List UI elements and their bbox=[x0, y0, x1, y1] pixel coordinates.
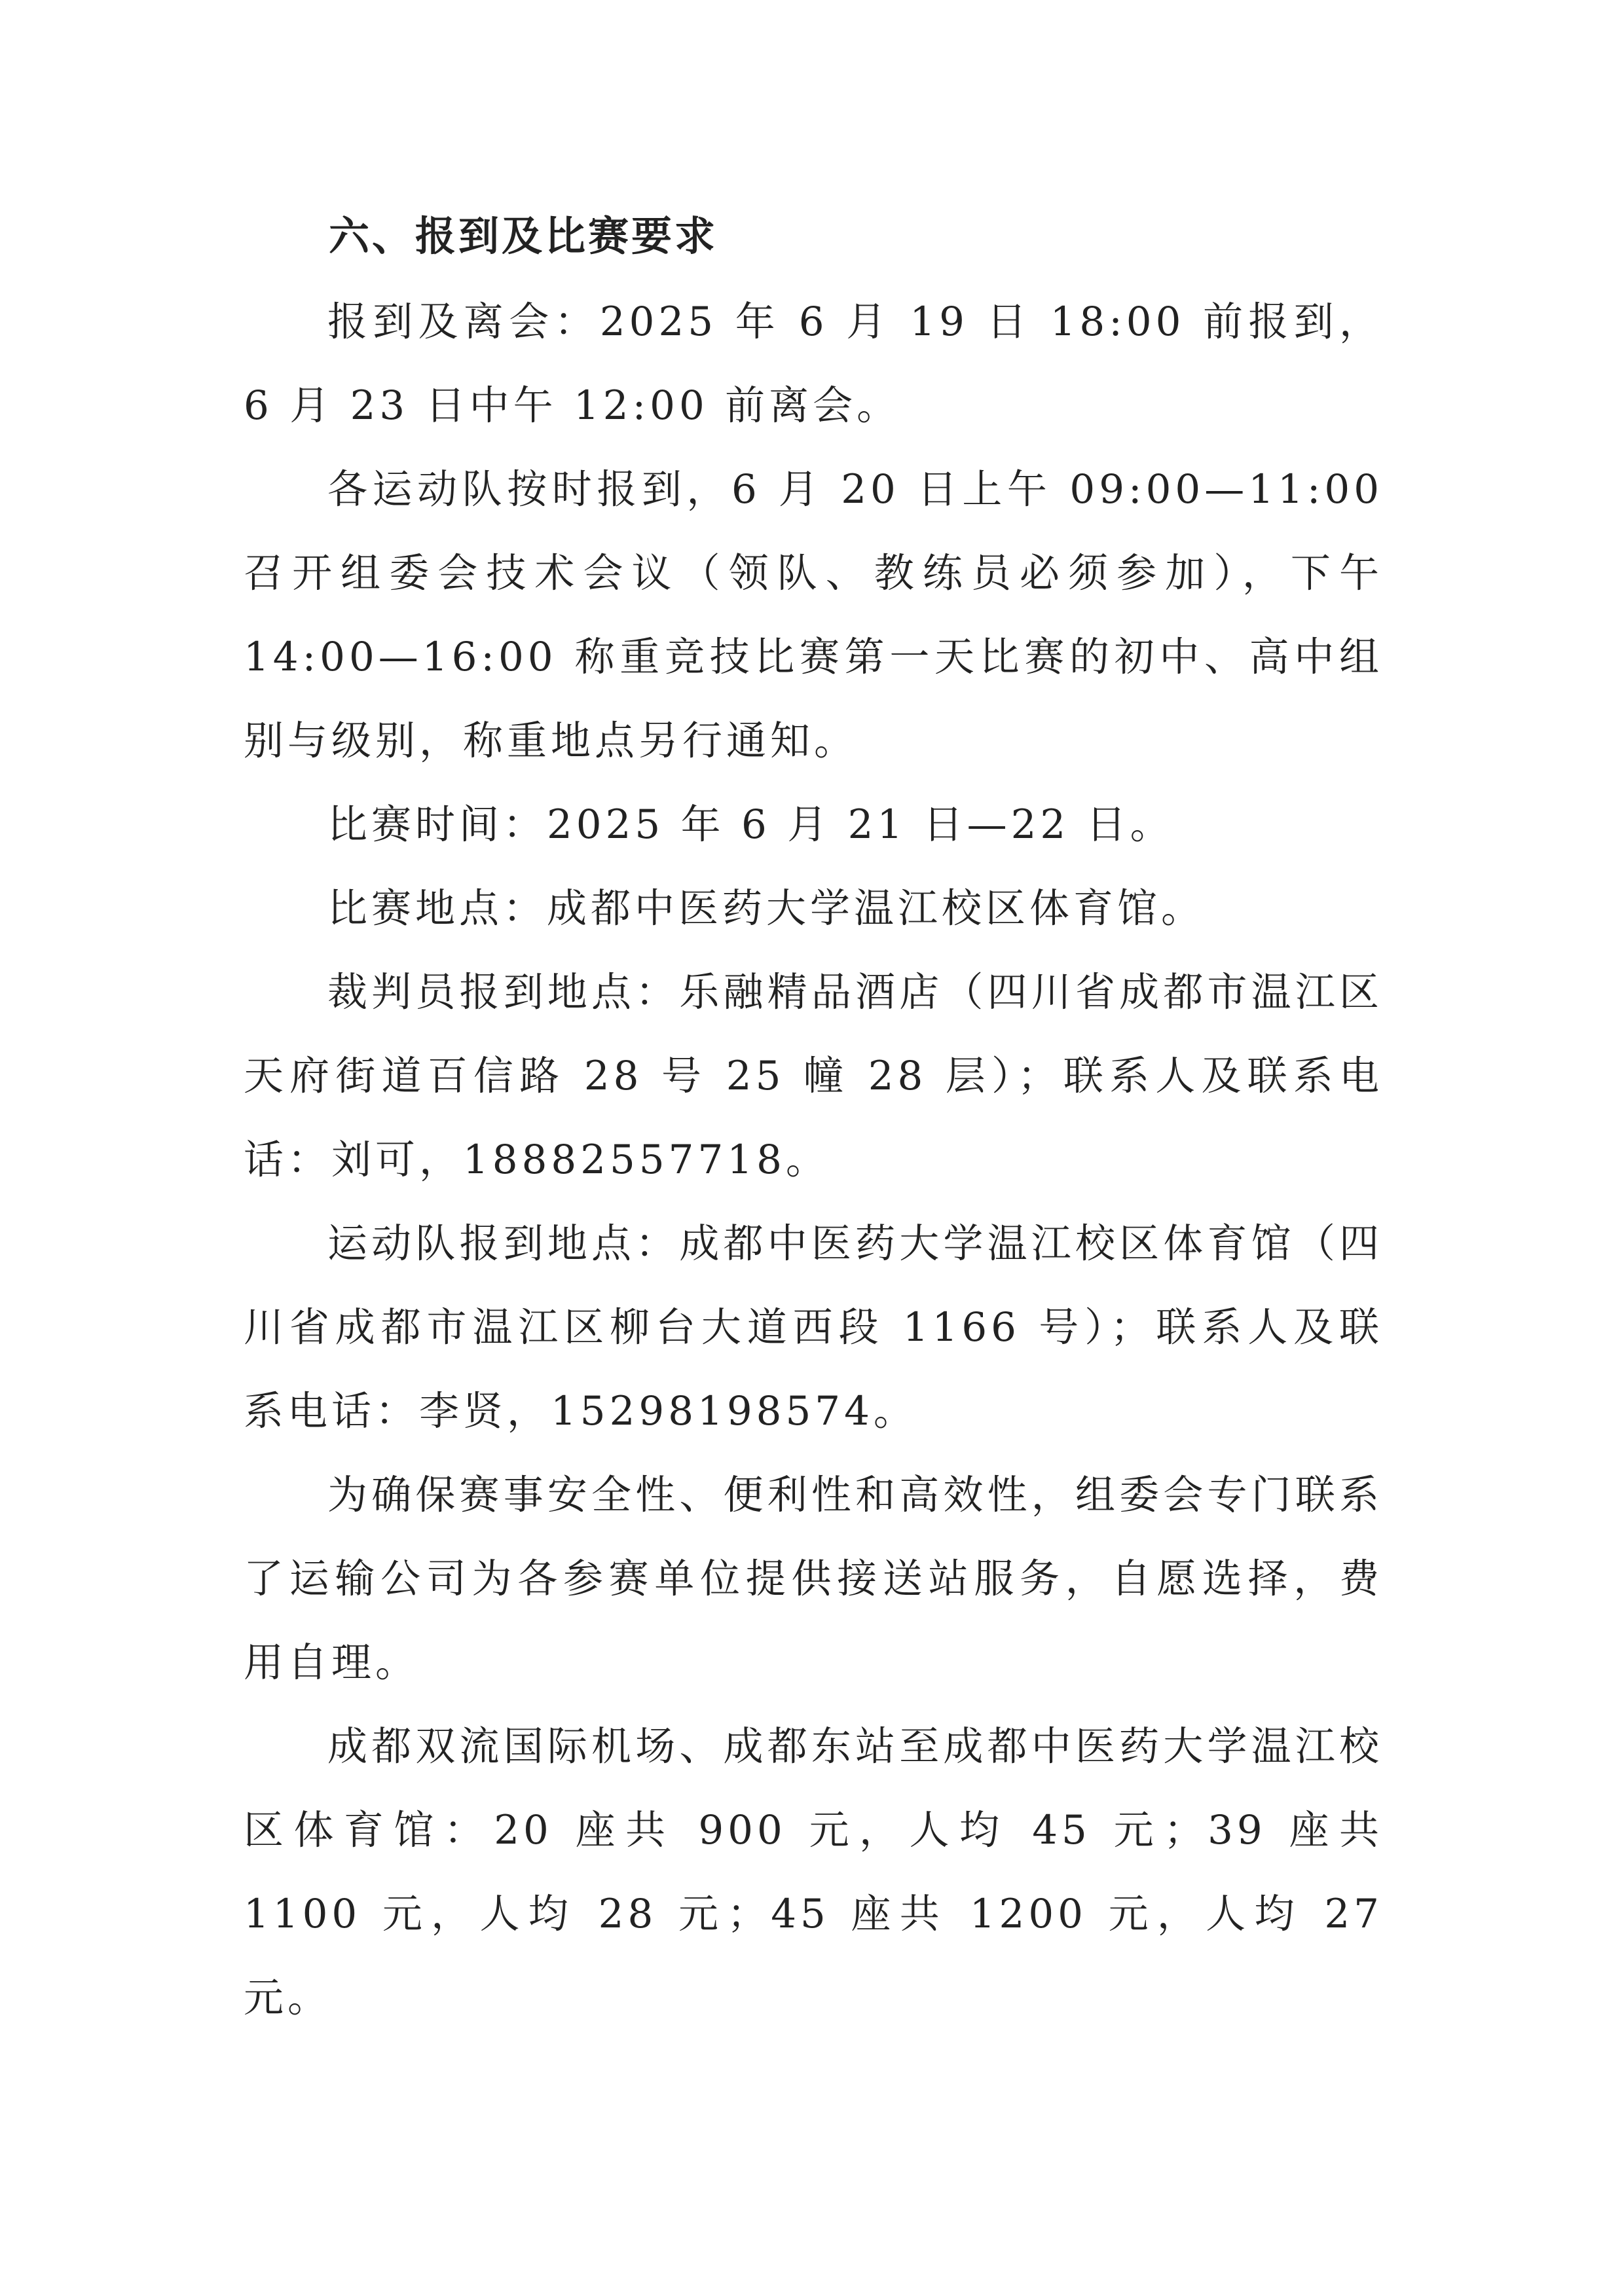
paragraph-technical-meeting: 各运动队按时报到，6 月 20 日上午 09:00—11:00 召开组委会技术会议（领队、教练员必须参加），下午 14:00—16:00 称重竞技比赛第一天比赛的初中、高中组别与级别，称重地点另行通知。 bbox=[244, 466, 1383, 764]
paragraph-competition-venue: 比赛地点：成都中医药大学温江校区体育馆。 bbox=[327, 885, 1206, 932]
paragraph-team-check-in: 运动队报到地点：成都中医药大学温江校区体育馆（四川省成都市温江区柳台大道西段 1166 号）；联系人及联系电话：李贤，15298198574。 bbox=[244, 1220, 1383, 1434]
paragraph-shuttle-prices: 成都双流国际机场、成都东站至成都中医药大学温江校区体育馆：20 座共 900 元，人均 45 元；39 座共 1100 元，人均 28 元；45 座共 1200 元，人均 27 元。 bbox=[244, 1723, 1383, 2021]
paragraph-referee-check-in: 裁判员报到地点：乐融精品酒店（四川省成都市温江区天府街道百信路 28 号 25 幢 28 层）；联系人及联系电话：刘可，18882557718。 bbox=[244, 969, 1383, 1183]
paragraph-check-in: 报到及离会：2025 年 6 月 19 日 18:00 前报到，6 月 23 日中午 12:00 前离会。 bbox=[244, 299, 1383, 429]
document-body bbox=[244, 208, 1383, 2040]
paragraph-competition-time: 比赛时间：2025 年 6 月 21 日—22 日。 bbox=[327, 801, 1174, 848]
section-heading: 六、报到及比赛要求 bbox=[329, 212, 718, 260]
paragraph-shuttle-service: 为确保赛事安全性、便利性和高效性，组委会专门联系了运输公司为各参赛单位提供接送站服务，自愿选择，费用自理。 bbox=[244, 1472, 1383, 1686]
